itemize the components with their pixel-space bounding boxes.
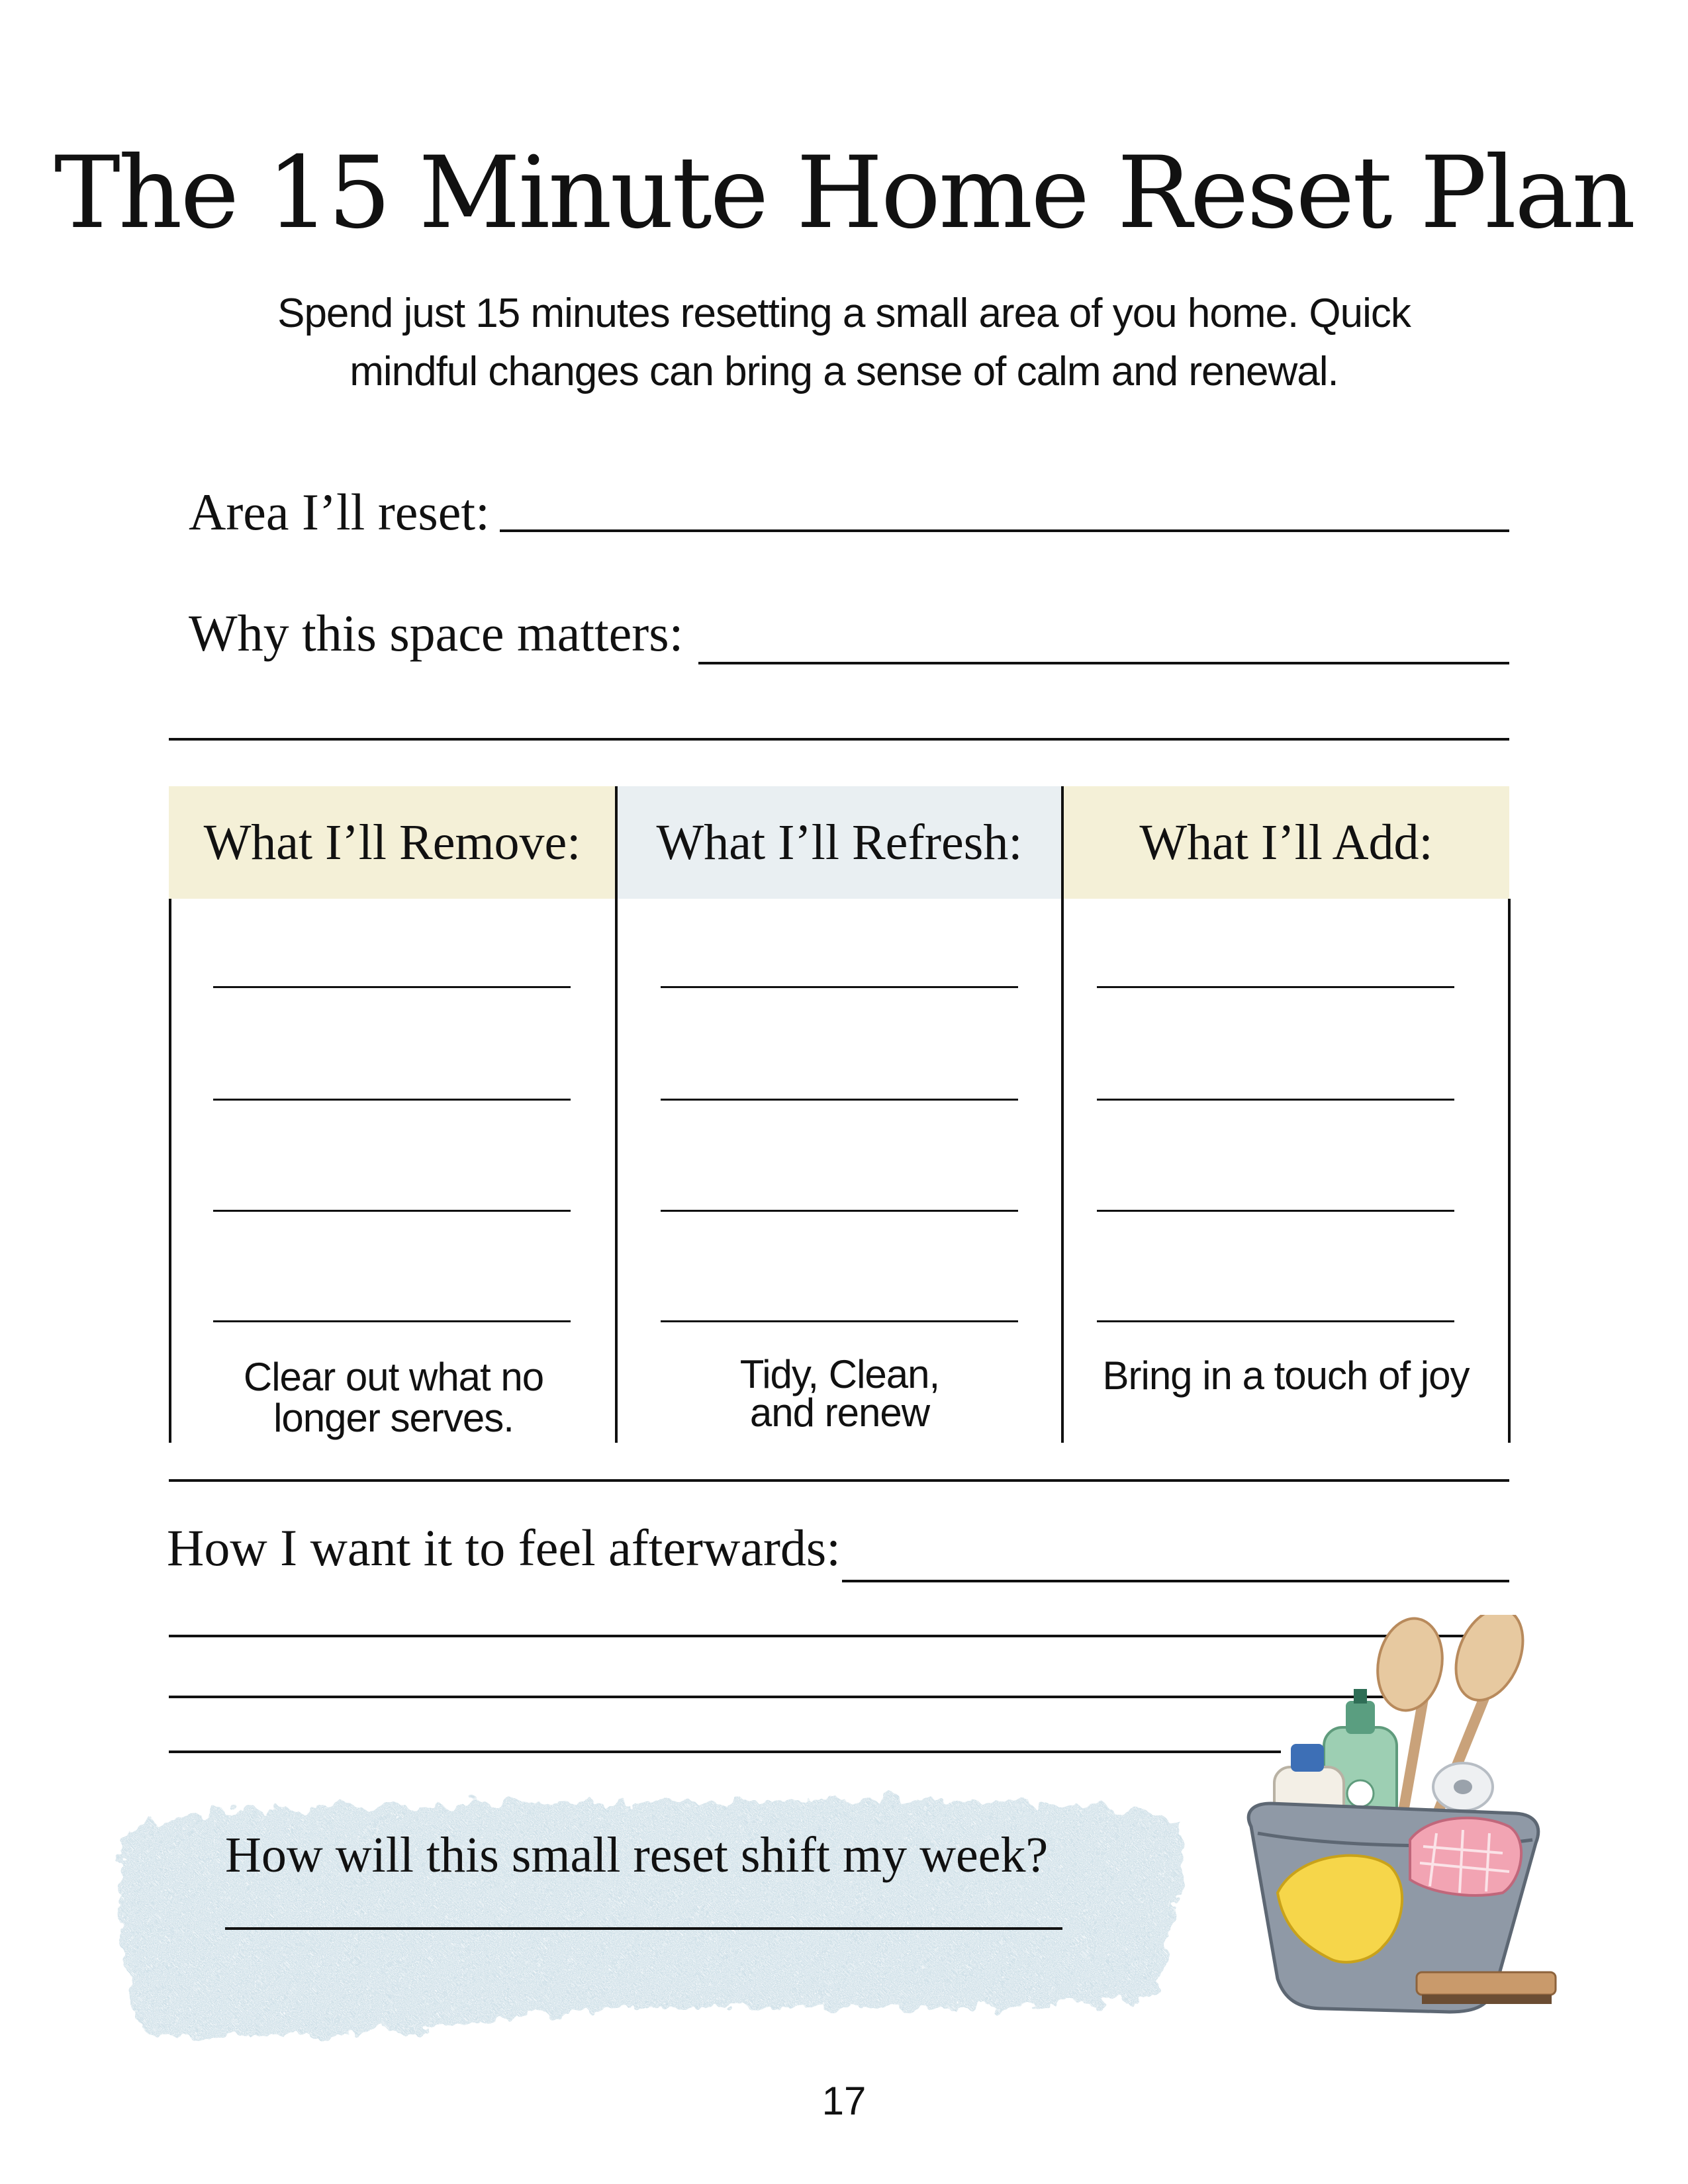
table-bottom-line — [169, 1479, 1509, 1482]
cleaning-bucket-icon — [1211, 1615, 1569, 2025]
refresh-line-1[interactable] — [661, 986, 1018, 988]
why-input-line-2[interactable] — [169, 738, 1509, 741]
why-label: Why this space matters: — [189, 604, 684, 662]
brush-stroke-band — [106, 1780, 1205, 2058]
table-divider-1 — [615, 786, 618, 1443]
feel-input-line-4[interactable] — [169, 1751, 1281, 1753]
floor-brush-icon — [1417, 1972, 1556, 2004]
refresh-note-line-2: and renew — [749, 1390, 930, 1435]
page-title: The 15 Minute Home Reset Plan — [54, 136, 1634, 251]
remove-note-line-1: Clear out what no — [243, 1355, 544, 1399]
refresh-heading: What I’ll Refresh: — [656, 814, 1023, 870]
remove-heading: What I’ll Remove: — [203, 814, 581, 870]
page-number: 17 — [821, 2079, 867, 2123]
page-subtitle — [248, 285, 1440, 401]
subtitle-line-2: mindful changes can bring a sense of calm and renewal. — [350, 349, 1338, 394]
refresh-note — [620, 1352, 1060, 1435]
table-divider-2 — [1061, 786, 1064, 1443]
refresh-line-4[interactable] — [661, 1320, 1018, 1322]
remove-note — [173, 1357, 614, 1439]
feel-input-line-1[interactable] — [842, 1580, 1509, 1582]
area-input-line[interactable] — [500, 529, 1509, 532]
add-line-1[interactable] — [1097, 986, 1454, 988]
add-note-line-1: Bring in a touch of joy — [1102, 1353, 1470, 1398]
table-right-border — [1508, 899, 1511, 1443]
subtitle-line-1: Spend just 15 minutes resetting a small area of you home. Quick — [277, 291, 1411, 336]
add-line-3[interactable] — [1097, 1210, 1454, 1212]
add-note — [1066, 1355, 1506, 1396]
table-left-border — [169, 899, 171, 1443]
why-input-line-1[interactable] — [698, 662, 1509, 664]
refresh-line-2[interactable] — [661, 1099, 1018, 1101]
refresh-line-3[interactable] — [661, 1210, 1018, 1212]
area-label: Area I’ll reset: — [189, 483, 490, 541]
feel-label: How I want it to feel afterwards: — [167, 1519, 841, 1576]
remove-line-3[interactable] — [213, 1210, 571, 1212]
remove-line-2[interactable] — [213, 1099, 571, 1101]
remove-note-line-2: longer serves. — [273, 1396, 514, 1440]
pink-cloth-icon — [1410, 1818, 1521, 1895]
add-line-2[interactable] — [1097, 1099, 1454, 1101]
remove-line-4[interactable] — [213, 1320, 571, 1322]
reflection-question: How will this small reset shift my week? — [225, 1827, 1049, 1883]
refresh-note-line-1: Tidy, Clean, — [739, 1352, 940, 1396]
remove-line-1[interactable] — [213, 986, 571, 988]
add-line-4[interactable] — [1097, 1320, 1454, 1322]
paper-roll-icon — [1433, 1763, 1493, 1811]
add-heading: What I’ll Add: — [1139, 814, 1433, 870]
reflection-input-line[interactable] — [225, 1927, 1062, 1930]
